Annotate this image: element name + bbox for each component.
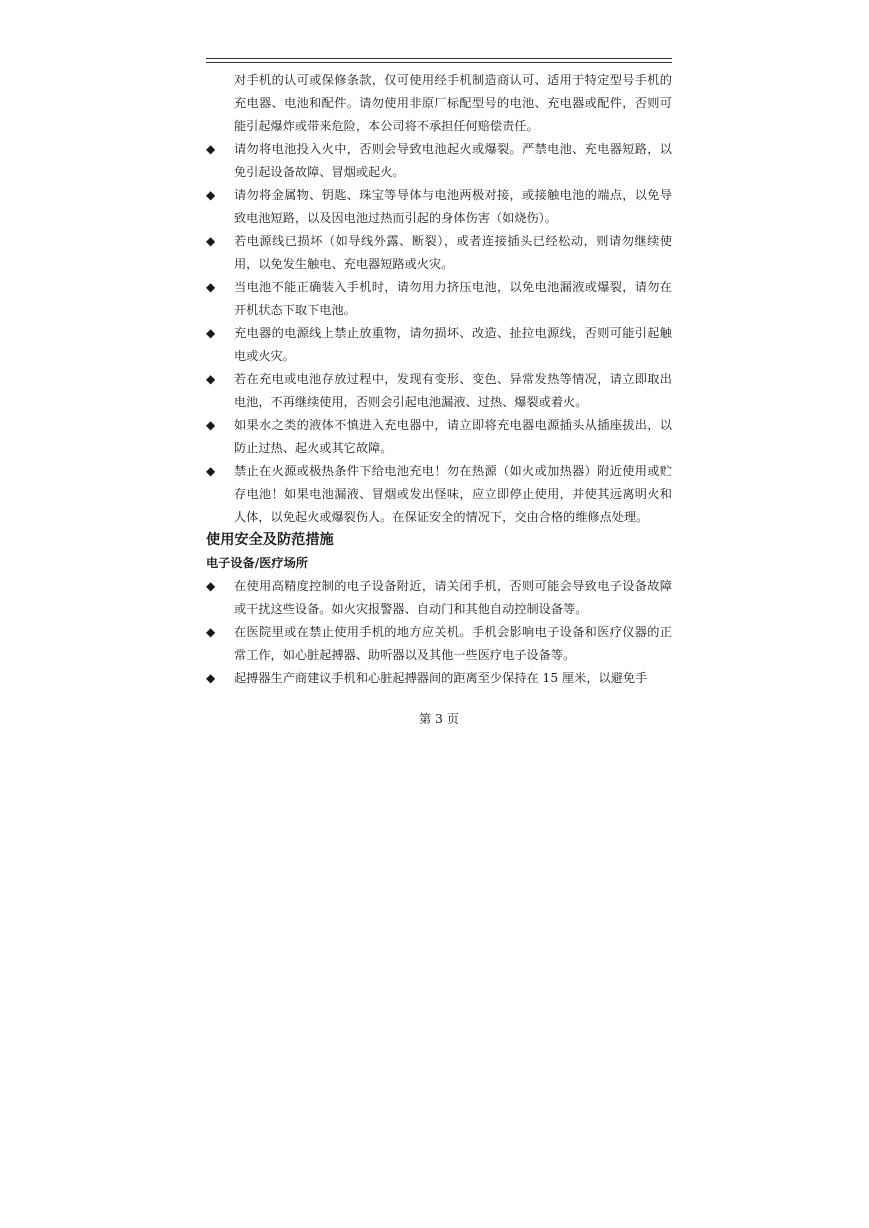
diamond-bullet-icon: ◆ (206, 372, 216, 386)
list-item-text: 当电池不能正确装入手机时，请勿用力挤压电池，以免电池漏液或爆裂，请勿在开机状态下取下电池。 (234, 280, 672, 317)
diamond-bullet-icon: ◆ (206, 671, 216, 685)
list-item (206, 230, 672, 276)
list-item (206, 460, 672, 529)
section-heading: 使用安全及防范措施 (206, 532, 334, 548)
diamond-bullet-icon: ◆ (206, 234, 216, 248)
diamond-bullet-icon: ◆ (206, 142, 216, 156)
diamond-bullet-icon: ◆ (206, 280, 216, 294)
list-item-text: 如果水之类的液体不慎进入充电器中，请立即将充电器电源插头从插座拔出，以防止过热、起火或其它故障。 (234, 418, 672, 455)
list-item (206, 322, 672, 368)
diamond-bullet-icon: ◆ (206, 418, 216, 432)
diamond-bullet-icon: ◆ (206, 625, 216, 639)
list-item-text: 若电源线已损坏（如导线外露、断裂），或者连接插头已经松动，则请勿继续使用，以免发生触电、充电器短路或火灾。 (234, 234, 672, 271)
list-item-text: 在使用高精度控制的电子设备附近，请关闭手机，否则可能会导致电子设备故障或干扰这些设备。如火灾报警器、自动门和其他自动控制设备等。 (234, 579, 672, 616)
diamond-bullet-icon: ◆ (206, 326, 216, 340)
list-item-text: 在医院里或在禁止使用手机的地方应关机。手机会影响电子设备和医疗仪器的正常工作，如心脏起搏器、助听器以及其他一些医疗电子设备等。 (234, 625, 672, 662)
subsection-heading: 电子设备/医疗场所 (206, 556, 308, 570)
list-item (206, 368, 672, 414)
header-double-rule (206, 58, 672, 63)
diamond-bullet-icon: ◆ (206, 464, 216, 478)
list-item (206, 138, 672, 184)
list-item-text: 充电器的电源线上禁止放重物，请勿损坏、改造、扯拉电源线，否则可能引起触电或火灾。 (234, 326, 672, 363)
diamond-bullet-icon: ◆ (206, 188, 216, 202)
list-item-text: 若在充电或电池存放过程中，发现有变形、变色、异常发热等情况，请立即取出电池，不再继续使用，否则会引起电池漏液、过热、爆裂或着火。 (234, 372, 672, 409)
list-item-text: 请勿将电池投入火中，否则会导致电池起火或爆裂。严禁电池、充电器短路，以免引起设备故障、冒烟或起火。 (234, 142, 672, 179)
page-number: 第 3 页 (419, 712, 459, 726)
diamond-bullet-icon: ◆ (206, 579, 216, 593)
list-item-text: 起搏器生产商建议手机和心脏起搏器间的距离至少保持在 15 厘米，以避免手 (234, 671, 648, 685)
list-item (206, 621, 672, 667)
list-item (206, 276, 672, 322)
list-item (206, 667, 672, 690)
list-item (206, 414, 672, 460)
list-item-text: 禁止在火源或极热条件下给电池充电！勿在热源（如火或加热器）附近使用或贮存电池！如果电池漏液、冒烟或发出怪味，应立即停止使用，并使其远离明火和人体，以免起火或爆裂伤人。在保证安全的情况下，交由合格的维修点处理。 (234, 464, 672, 524)
list-item-text: 请勿将金属物、钥匙、珠宝等导体与电池两极对接，或接触电池的端点，以免导致电池短路，以及因电池过热而引起的身体伤害（如烧伤）。 (234, 188, 672, 225)
list-item (206, 575, 672, 621)
continuation-paragraph: 对手机的认可或保修条款，仅可使用经手机制造商认可、适用于特定型号手机的充电器、电池和配件。请勿使用非原厂标配型号的电池、充电器或配件，否则可能引起爆炸或带来危险，本公司将不承担任何赔偿责任。 (234, 73, 672, 133)
list-item (206, 184, 672, 230)
page-content (206, 69, 672, 690)
